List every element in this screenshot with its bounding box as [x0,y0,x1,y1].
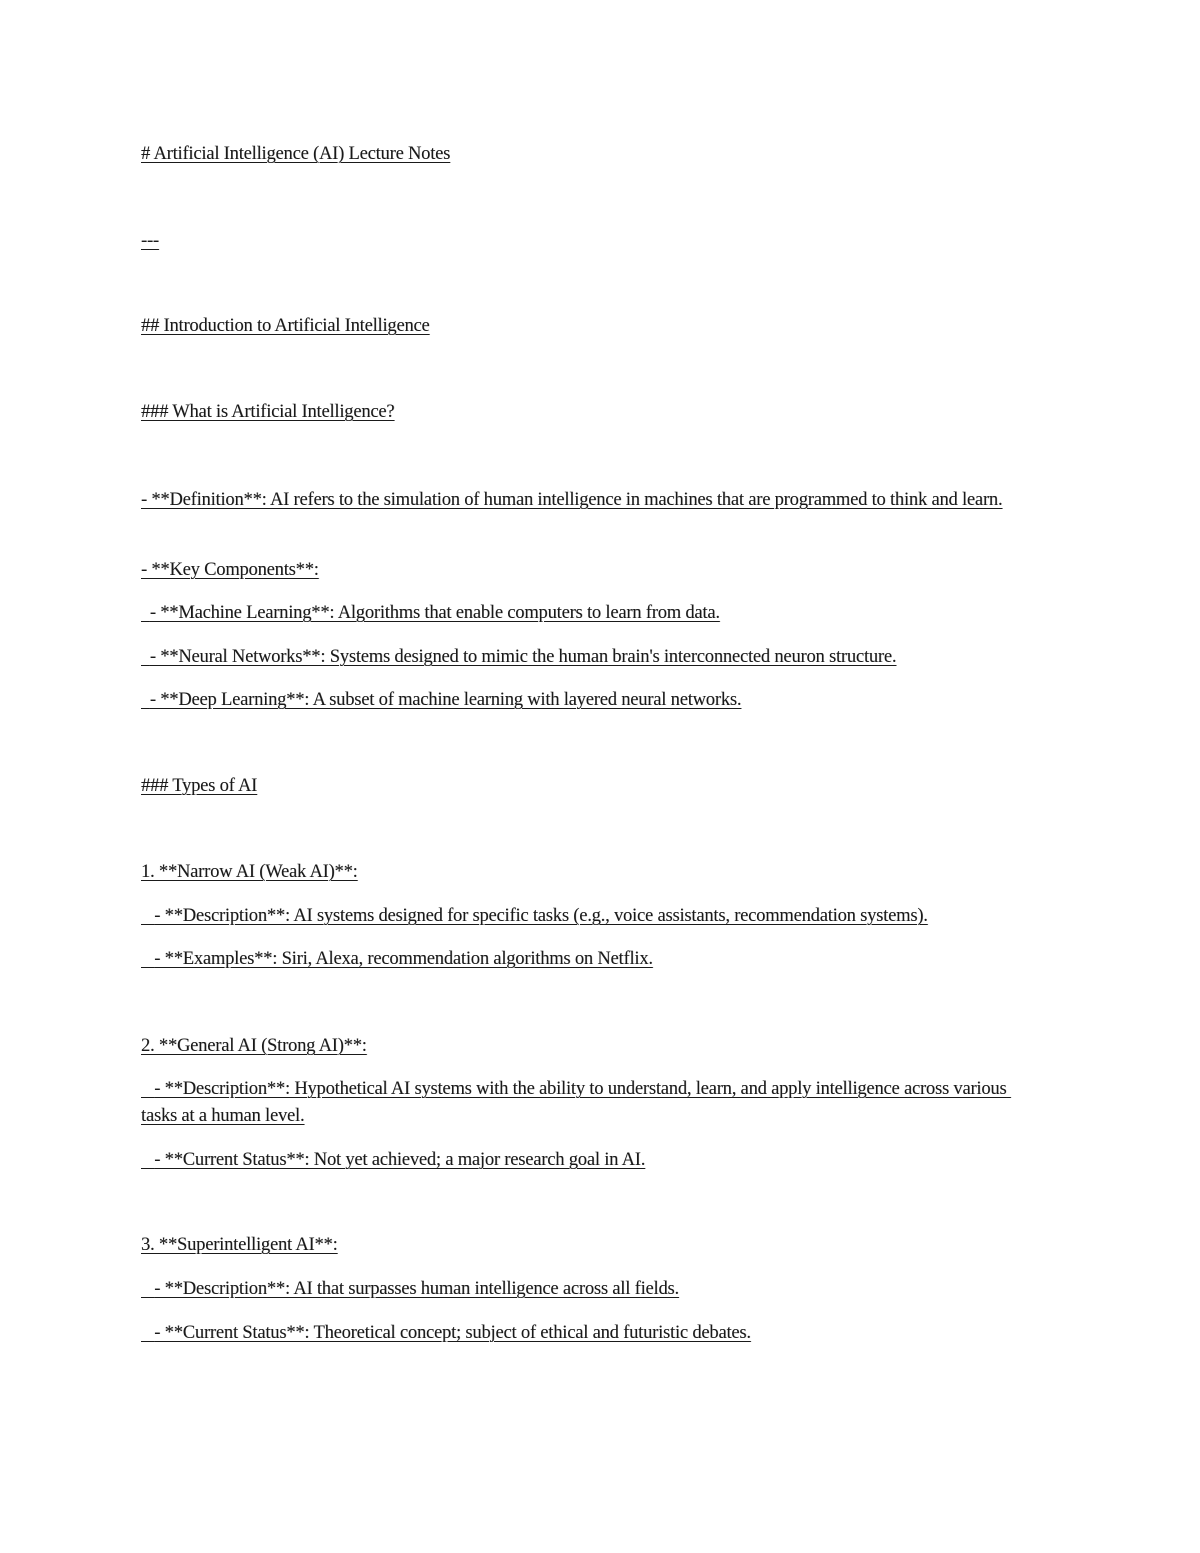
types-heading: ### Types of AI [141,776,258,796]
general-ai-status: - **Current Status**: Not yet achieved; a major research goal in AI. [141,1150,646,1170]
general-ai-item: 2. **General AI (Strong AI)**: [141,1036,367,1056]
what-is-heading: ### What is Artificial Intelligence? [141,402,395,422]
horizontal-rule: --- [141,231,159,251]
document-title: # Artificial Intelligence (AI) Lecture Notes [141,144,451,164]
narrow-ai-examples: - **Examples**: Siri, Alexa, recommendation algorithms on Netflix. [141,949,653,969]
narrow-ai-item: 1. **Narrow AI (Weak AI)**: [141,862,358,882]
superintelligent-ai-status: - **Current Status**: Theoretical concept; subject of ethical and futuristic debates. [141,1323,751,1343]
deep-learning-item: - **Deep Learning**: A subset of machine learning with layered neural networks. [141,690,742,710]
intro-heading: ## Introduction to Artificial Intelligence [141,316,430,336]
neural-networks-item: - **Neural Networks**: Systems designed to mimic the human brain's interconnected neuron structure. [141,647,897,667]
superintelligent-ai-item: 3. **Superintelligent AI**: [141,1235,338,1255]
key-components-item: - **Key Components**: [141,560,319,580]
general-ai-description: - **Description**: Hypothetical AI systems with the ability to understand, learn, and apply intelligence across various tasks at a human level. [141,1079,1011,1126]
definition-item: - **Definition**: AI refers to the simulation of human intelligence in machines that are programmed to think and learn. [141,490,1003,510]
machine-learning-item: - **Machine Learning**: Algorithms that enable computers to learn from data. [141,603,720,623]
narrow-ai-description: - **Description**: AI systems designed for specific tasks (e.g., voice assistants, recommendation systems). [141,906,928,926]
superintelligent-ai-description: - **Description**: AI that surpasses human intelligence across all fields. [141,1279,679,1299]
